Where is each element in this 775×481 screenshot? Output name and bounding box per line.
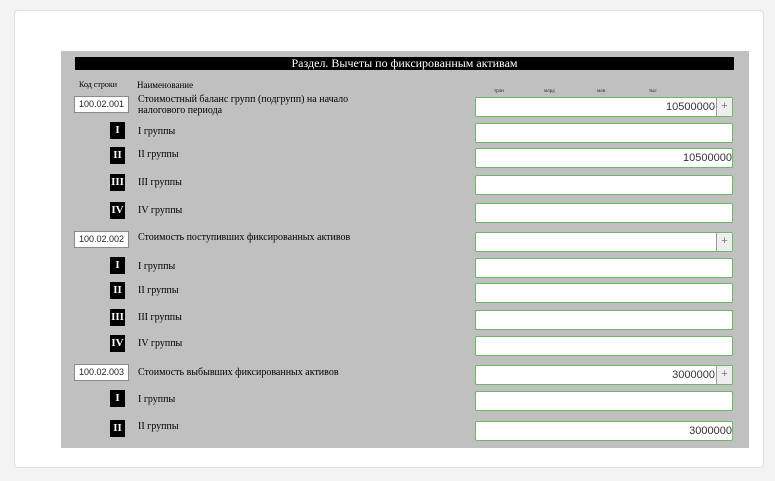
group-label-2: II группы	[138, 421, 179, 432]
deductions-form	[61, 51, 749, 448]
unit-trillion: трлн	[494, 89, 504, 94]
row-label-acquired: Стоимость поступивших фиксированных активов	[138, 232, 351, 243]
unit-thousand: тыс	[649, 89, 657, 94]
group-label-4: IV группы	[138, 338, 183, 349]
group-label-2: II группы	[138, 285, 179, 296]
disposed-group-1-field[interactable]	[475, 391, 733, 411]
group-label-1: I группы	[138, 126, 176, 137]
group-badge-4: IV	[110, 202, 125, 219]
row-label-line-2: налогового периода	[138, 105, 223, 116]
opening-balance-field[interactable]	[475, 97, 733, 117]
row-label-line-1: Стоимостный баланс групп (подгрупп) на начало	[138, 94, 349, 105]
disposed-group-2-field[interactable]: 3000000	[475, 421, 733, 441]
disposed-assets-field[interactable]	[475, 365, 733, 385]
column-header-code: Код строки	[79, 80, 118, 89]
opening-group-2-field[interactable]: 10500000	[475, 148, 733, 168]
acquired-group-2-field[interactable]	[475, 283, 733, 303]
group-label-2: II группы	[138, 149, 179, 160]
unit-million: млн	[597, 89, 606, 94]
opening-group-3-field[interactable]	[475, 175, 733, 195]
group-badge-1: I	[110, 257, 125, 274]
group-badge-4: IV	[110, 335, 125, 352]
group-badge-2: II	[110, 147, 125, 164]
field-value: 10500000	[666, 101, 715, 113]
acquired-group-1-field[interactable]	[475, 258, 733, 278]
expand-plus-button[interactable]: +	[716, 233, 732, 251]
opening-group-4-field[interactable]	[475, 203, 733, 223]
unit-billion: млрд	[544, 89, 555, 94]
group-label-3: III группы	[138, 312, 182, 323]
group-badge-1: I	[110, 122, 125, 139]
row-label-disposed: Стоимость выбывших фиксированных активов	[138, 367, 339, 378]
group-label-1: I группы	[138, 394, 176, 405]
group-badge-3: III	[110, 309, 125, 326]
expand-plus-button[interactable]: +	[716, 366, 732, 384]
expand-plus-button[interactable]: +	[716, 98, 732, 116]
content-card	[14, 10, 764, 468]
group-badge-1: I	[110, 390, 125, 407]
row-code-100-02-003: 100.02.003	[74, 364, 129, 381]
group-label-1: I группы	[138, 261, 176, 272]
opening-group-1-field[interactable]	[475, 123, 733, 143]
row-label-opening-balance	[138, 94, 348, 116]
group-badge-2: II	[110, 420, 125, 437]
acquired-assets-field[interactable]	[475, 232, 733, 252]
group-label-3: III группы	[138, 177, 182, 188]
group-badge-3: III	[110, 174, 125, 191]
row-code-100-02-001: 100.02.001	[74, 96, 129, 113]
group-badge-2: II	[110, 282, 125, 299]
field-value: 3000000	[672, 369, 715, 381]
column-header-name: Наименование	[137, 80, 194, 90]
group-label-4: IV группы	[138, 205, 183, 216]
section-title: Раздел. Вычеты по фиксированным активам	[75, 57, 734, 70]
acquired-group-4-field[interactable]	[475, 336, 733, 356]
row-code-100-02-002: 100.02.002	[74, 231, 129, 248]
acquired-group-3-field[interactable]	[475, 310, 733, 330]
